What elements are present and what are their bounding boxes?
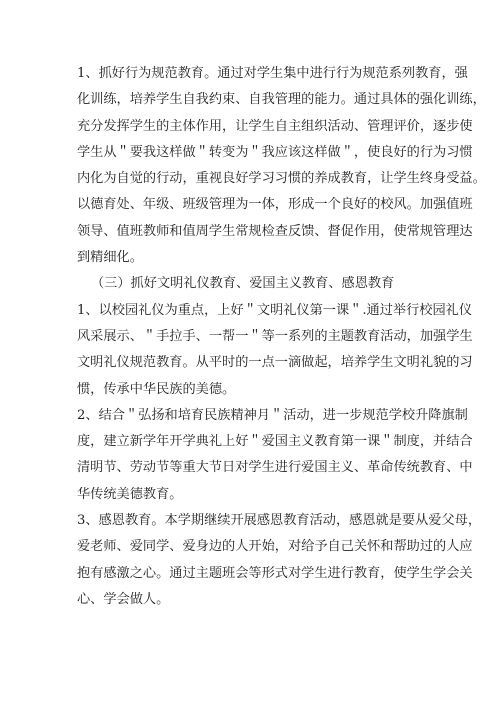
text-line: 爱老师、爱同学、爱身边的人开始，对给予自己关怀和帮助过的人应 <box>77 539 473 555</box>
text-line: 2、结合＂弘扬和培育民族精神月＂活动，进一步规范学校升降旗制 <box>77 407 468 423</box>
text-line: 3、感恩教育。本学期继续开展感恩教育活动，感恩就是要从爱父母， <box>77 513 482 529</box>
text-line: 风采展示、＂手拉手、一帮一＂等一系列的主题教育活动，加强学生 <box>77 328 473 344</box>
text-line: 1、抓好行为规范教育。通过对学生集中进行行为规范系列教育，强 <box>77 66 468 81</box>
text-line: 1、以校园礼仪为重点，上好＂文明礼仪第一课＂.通过举行校园礼仪 <box>77 302 473 318</box>
text-line: 心、学会做人。 <box>77 591 170 607</box>
text-line: 到精细化。 <box>77 250 143 266</box>
text-line: 充分发挥学生的主体作用，让学生自主组织活动、管理评价，逐步使 <box>77 118 473 134</box>
text-line: 清明节、劳动节等重大节日对学生进行爱国主义、革命传统教育、中 <box>77 460 473 476</box>
text-line: 领导、值班教师和值周学生常规检查反馈、督促作用，使常规管理达 <box>77 223 473 239</box>
text-line: 华传统美德教育。 <box>77 486 183 502</box>
section-heading: （三）抓好文明礼仪教育、爱国主义教育、感恩教育 <box>91 276 395 292</box>
text-line: 度，建立新学年开学典礼上好＂爱国主义教育第一课＂制度，并结合 <box>77 434 473 450</box>
text-line: 学生从＂要我这样做＂转变为＂我应该这样做＂，使良好的行为习惯 <box>77 144 473 160</box>
text-line: 以德育处、年级、班级管理为一体，形成一个良好的校风。加强值班 <box>77 197 473 213</box>
text-line: 惯，传承中华民族的美德。 <box>77 381 236 397</box>
text-line: 抱有感激之心。通过主题班会等形式对学生进行教育，使学生学会关 <box>77 565 473 581</box>
text-line: 内化为自觉的行动，重视良好学习习惯的养成教育，让学生终身受益。 <box>77 171 486 187</box>
text-line: 文明礼仪规范教育。从平时的一点一滴做起，培养学生文明礼貌的习 <box>77 355 473 371</box>
text-line: 化训练，培养学生自我约束、自我管理的能力。通过具体的强化训练， <box>77 92 486 108</box>
